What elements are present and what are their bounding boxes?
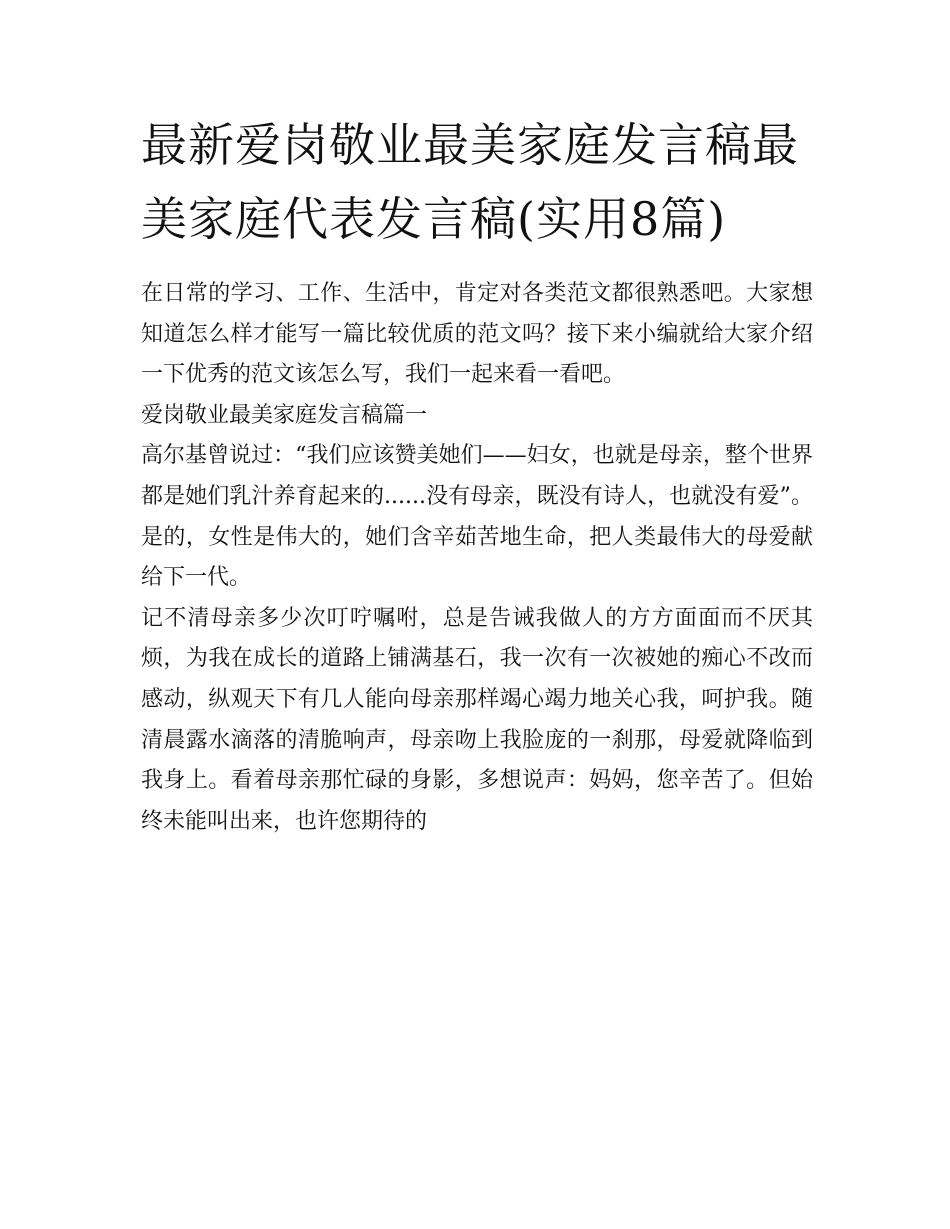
document-title: 最新爱岗敬业最美家庭发言稿最美家庭代表发言稿(实用8篇) <box>141 118 799 246</box>
body-paragraph-2: 记不清母亲多少次叮咛嘱咐，总是告诫我做人的方方面面而不厌其烦，为我在成长的道路上铺满基石，我一次有一次被她的痴心不改而感动，纵观天下有几人能向母亲那样竭心竭力地关心我，呵护我。随清晨露水滴落的清脆响声，母亲吻上我脸庞的一刹那，母爱就降临到我身上。看着母亲那忙碌的身影，多想说声：妈妈，您辛苦了。但始终未能叫出来，也许您期待的 <box>141 605 813 834</box>
document-page <box>141 108 813 842</box>
document-body <box>141 274 813 842</box>
intro-paragraph: 在日常的学习、工作、生活中，肯定对各类范文都很熟悉吧。大家想知道怎么样才能写一篇比较优质的范文吗？接下来小编就给大家介绍一下优秀的范文该怎么写，我们一起来看一看吧。 <box>141 281 813 388</box>
body-paragraph-1: 高尔基曾说过：“我们应该赞美她们——妇女，也就是母亲，整个世界都是她们乳汁养育起来的......没有母亲，既没有诗人，也就没有爱”。是的，女性是伟大的，她们含辛茹苦地生命，把人类最伟大的母爱献给下一代。 <box>141 443 813 591</box>
section-heading: 爱岗敬业最美家庭发言稿篇一 <box>141 402 428 428</box>
